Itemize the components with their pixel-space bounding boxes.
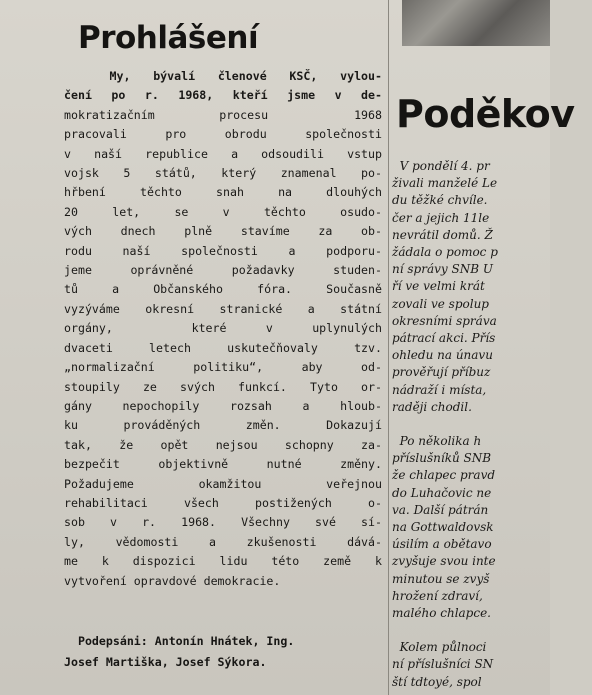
adjacent-article-line: ohledu na únavu xyxy=(392,348,493,363)
adjacent-article-line: prověřují příbuz xyxy=(392,365,491,380)
signature-line: Podepsáni: Antonín Hnátek, Ing. xyxy=(64,634,295,648)
adjacent-article-line: minutou se zvyš xyxy=(392,571,490,586)
article-line: jeme oprávněné požadavky studen- xyxy=(64,263,382,278)
article-line: tak, že opět nejsou schopny za- xyxy=(64,437,382,452)
article-line: čení po r. 1968, kteří jsme v de- xyxy=(64,88,382,103)
adjacent-article-line: na Gottwaldovsk xyxy=(392,520,494,535)
article-line: tů a Občanského fóra. Současně xyxy=(64,282,382,297)
adjacent-article-line: du těžké chvíle. xyxy=(392,193,488,208)
article-line: stoupily ze svých funkcí. Tyto or- xyxy=(64,379,382,394)
article-line: vojsk 5 států, který znamenal po- xyxy=(64,166,382,181)
adjacent-article-line: žádala o pomoc p xyxy=(392,245,498,260)
adjacent-article-body xyxy=(392,158,592,691)
adjacent-article-line: ští tdtoyé, spol xyxy=(392,674,482,689)
article-line: rehabilitaci všech postižených o- xyxy=(64,495,382,510)
adjacent-article-line: V pondělí 4. pr xyxy=(392,159,490,173)
adjacent-article-line: hrožení zdraví, xyxy=(392,588,483,603)
adjacent-article-line: úsilím a obětavo xyxy=(392,537,492,552)
adjacent-article-line: nádraží i místa, xyxy=(392,382,487,397)
article-line: ku prováděných změn. Dokazují xyxy=(64,418,382,433)
photo-fragment xyxy=(402,0,550,46)
article-line: Požadujeme okamžitou veřejnou xyxy=(64,476,382,491)
article-body xyxy=(64,67,382,591)
article-line: bezpečit objektivně nutné změny. xyxy=(64,457,382,472)
adjacent-article-line: živali manželé Le xyxy=(392,176,498,191)
article-line: vých dnech plně stavíme za ob- xyxy=(64,224,382,239)
article-line: 20 let, se v těchto osudo- xyxy=(64,204,382,219)
article-line: vyzýváme okresní stranické a státní xyxy=(64,301,382,316)
adjacent-article-line: čer a jejich 11le xyxy=(392,210,490,225)
adjacent-article-line: Kolem půlnoci xyxy=(392,640,487,655)
article-line: orgány, které v uplynulých xyxy=(64,321,382,336)
adjacent-article-line: do Luhačovic ne xyxy=(392,485,492,500)
adjacent-article-line: ní příslušníci SN xyxy=(392,657,494,672)
adjacent-article-line: příslušníků SNB xyxy=(392,451,492,466)
article-line: vytvoření opravdové demokracie. xyxy=(64,573,281,588)
adjacent-article-line: okresními správa xyxy=(392,313,497,328)
article-line: mokratizačním procesu 1968 xyxy=(64,107,382,122)
adjacent-article-line: pátrací akci. Přís xyxy=(392,331,496,346)
adjacent-article-line: nevrátil domů. Ž xyxy=(392,227,493,242)
adjacent-article-line: Po několika h xyxy=(392,434,482,449)
article-line: dvaceti letech uskutečňovaly tzv. xyxy=(64,340,382,355)
article-line: „normalizační politiku“, aby od- xyxy=(64,360,382,375)
adjacent-article-line: zovali ve spolup xyxy=(392,296,489,311)
adjacent-article-title: Poděkov xyxy=(396,92,575,136)
paragraph-gap xyxy=(392,622,592,639)
adjacent-article-line: raději chodil. xyxy=(392,399,472,414)
article-line: hřbení těchto snah na dlouhých xyxy=(64,185,382,200)
article-line: gány nepochopily rozsah a hloub- xyxy=(64,398,382,413)
article-line: ly, vědomosti a zkušenosti dává- xyxy=(64,534,382,549)
article-line: pracovali pro obrodu společnosti xyxy=(64,127,382,142)
article-line: v naší republice a odsoudili vstup xyxy=(64,146,382,161)
article-signatures xyxy=(64,631,382,673)
adjacent-article-line: malého chlapce. xyxy=(392,606,491,621)
article-line: My, bývalí členové KSČ, vylou- xyxy=(64,69,382,83)
article-line: sob v r. 1968. Všechny své sí- xyxy=(64,515,382,530)
article-title: Prohlášení xyxy=(78,20,259,56)
article-line: me k dispozici lidu této země k xyxy=(64,554,382,569)
adjacent-article-line: že chlapec pravd xyxy=(392,468,496,483)
adjacent-article-line: zvyšuje svou inte xyxy=(392,554,496,569)
article-line: rodu naší společnosti a podporu- xyxy=(64,243,382,258)
adjacent-article-line: ní správy SNB U xyxy=(392,262,493,277)
paragraph-gap xyxy=(392,416,592,433)
adjacent-article-line: ří ve velmi krát xyxy=(392,279,485,294)
signature-line: Josef Martiška, Josef Sýkora. xyxy=(64,655,267,669)
column-divider xyxy=(388,0,389,695)
adjacent-article-line: va. Další pátrán xyxy=(392,502,489,517)
